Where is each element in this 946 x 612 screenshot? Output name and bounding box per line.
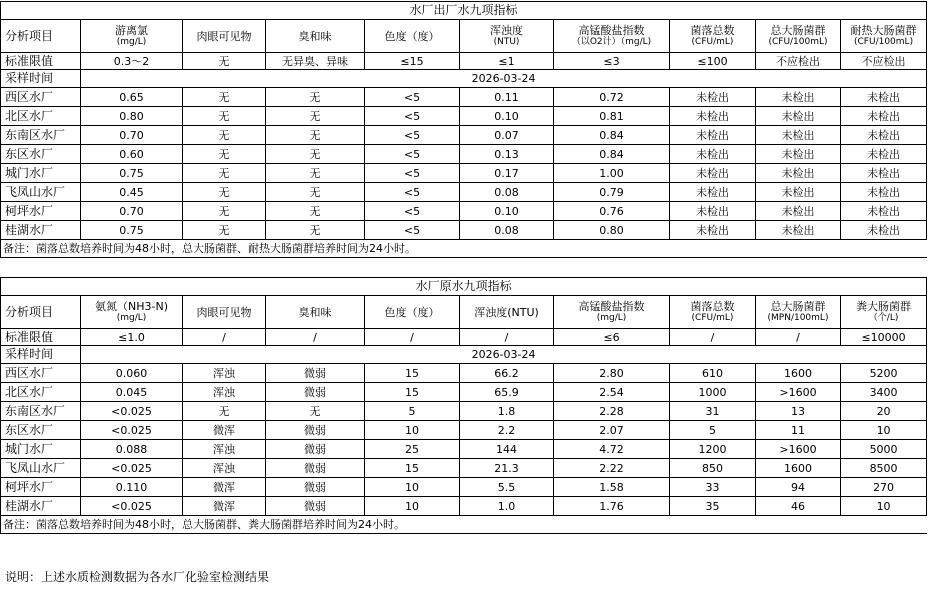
value-cell: 未检出 [670,183,756,202]
value-cell: 无 [183,126,266,145]
plant-name: 西区水厂 [1,364,81,383]
value-cell: 微弱 [266,478,365,497]
value-cell: 31 [670,402,756,421]
value-cell: >1600 [756,440,841,459]
value-cell: 10 [365,497,460,516]
value-cell: 未检出 [756,107,841,126]
value-cell: 2.07 [554,421,670,440]
limits-row [1,329,927,346]
column-header-label: 菌落总数 [690,24,735,37]
plant-name: 飞凤山水厂 [1,183,81,202]
column-header-label: 菌落总数 [690,300,735,313]
value-cell: 850 [670,459,756,478]
value-cell: 5.5 [460,478,554,497]
column-header-label: 臭和味 [298,29,332,43]
value-cell: 21.3 [460,459,554,478]
table-row [1,126,927,145]
value-cell: 无 [183,202,266,221]
value-cell: 未检出 [756,183,841,202]
sample-time-row [1,346,927,364]
plant-name: 北区水厂 [1,107,81,126]
value-cell: 未检出 [841,145,927,164]
limit-cell: 不应检出 [756,53,841,70]
value-cell: 0.76 [554,202,670,221]
row-label: 标准限值 [1,53,81,70]
value-cell: 5 [670,421,756,440]
value-cell: 微浑 [183,421,266,440]
value-cell: 0.75 [81,164,183,183]
value-cell: 无 [183,88,266,107]
value-cell: 0.84 [554,126,670,145]
column-header-unit: (CFU/100mL) [854,37,914,47]
value-cell: 未检出 [670,145,756,164]
value-cell: 未检出 [841,164,927,183]
value-cell: 浑浊 [183,364,266,383]
column-header [670,296,756,329]
sample-date: 2026-03-24 [81,346,927,364]
limits-row [1,53,927,70]
column-header [460,296,554,329]
table-row [1,364,927,383]
table-row [1,221,927,240]
value-cell: 无 [183,164,266,183]
value-cell: 25 [365,440,460,459]
value-cell: 未检出 [756,145,841,164]
value-cell: 无 [266,88,365,107]
value-cell: 无 [183,145,266,164]
value-cell: 1.58 [554,478,670,497]
plant-name: 柯坪水厂 [1,202,81,221]
header-row [1,296,927,329]
value-cell: 0.17 [460,164,554,183]
value-cell: 0.060 [81,364,183,383]
value-cell: 微弱 [266,459,365,478]
value-cell: 15 [365,459,460,478]
value-cell: 无 [183,183,266,202]
limit-cell: ≤6 [554,329,670,346]
value-cell: 144 [460,440,554,459]
column-header [554,296,670,329]
value-cell: 无 [266,183,365,202]
table-row [1,88,927,107]
column-header [670,20,756,53]
value-cell: <0.025 [81,497,183,516]
column-header-label: 总大肠菌群 [770,24,826,37]
table-row [1,383,927,402]
row-label: 采样时间 [1,346,81,364]
limit-cell: / [670,329,756,346]
value-cell: 0.07 [460,126,554,145]
value-cell: 0.045 [81,383,183,402]
value-cell: 8500 [841,459,927,478]
plant-name: 东南区水厂 [1,126,81,145]
value-cell: 无 [266,164,365,183]
column-header-label: 分析项目 [5,304,54,319]
sample-time-row [1,70,927,88]
column-header-label: 高锰酸盐指数 [578,24,645,37]
value-cell: 1.00 [554,164,670,183]
value-cell: 13 [756,402,841,421]
column-header-unit: (CFU/100mL) [768,37,828,47]
value-cell: 3400 [841,383,927,402]
table-row [1,421,927,440]
column-header-label: 浑浊度(NTU) [474,305,539,319]
value-cell: 610 [670,364,756,383]
header-row [1,20,927,53]
value-cell: <5 [365,107,460,126]
column-header-label: 粪大肠菌群 [856,300,912,313]
finished-water-table [0,1,927,258]
value-cell: 0.65 [81,88,183,107]
value-cell: 0.110 [81,478,183,497]
limit-cell: ≤1 [460,53,554,70]
value-cell: 未检出 [841,107,927,126]
limit-cell: ≤1.0 [81,329,183,346]
value-cell: <0.025 [81,459,183,478]
value-cell: 无 [183,221,266,240]
column-header [756,20,841,53]
value-cell: 15 [365,383,460,402]
table-note: 备注：菌落总数培养时间为48小时，总大肠菌群、粪大肠菌群培养时间为24小时。 [1,516,927,534]
column-header [460,20,554,53]
value-cell: 浑浊 [183,383,266,402]
column-header-label: 色度（度） [384,305,440,319]
value-cell: 浑浊 [183,440,266,459]
value-cell: 微浑 [183,497,266,516]
row-label: 采样时间 [1,70,81,88]
value-cell: 2.2 [460,421,554,440]
value-cell: <5 [365,221,460,240]
table-row [1,107,927,126]
value-cell: 0.80 [554,221,670,240]
plant-name: 西区水厂 [1,88,81,107]
table-row [1,164,927,183]
sample-date: 2026-03-24 [81,70,927,88]
table-row [1,497,927,516]
plant-name: 北区水厂 [1,383,81,402]
value-cell: 0.72 [554,88,670,107]
value-cell: 无 [266,107,365,126]
column-header [81,20,183,53]
column-header-label: 氨氮（NH3-N) [95,300,168,313]
value-cell: 未检出 [841,221,927,240]
column-header [841,296,927,329]
value-cell: 10 [841,497,927,516]
value-cell: 35 [670,497,756,516]
table-row [1,478,927,497]
value-cell: <5 [365,202,460,221]
limit-cell: 不应检出 [841,53,927,70]
column-header-label: 肉眼可见物 [196,29,252,43]
value-cell: 未检出 [670,164,756,183]
value-cell: 微弱 [266,440,365,459]
value-cell: 0.70 [81,202,183,221]
value-cell: 未检出 [670,202,756,221]
limit-cell: / [756,329,841,346]
limit-cell: 0.3～2 [81,53,183,70]
value-cell: 1.76 [554,497,670,516]
plant-name: 东区水厂 [1,421,81,440]
value-cell: <5 [365,145,460,164]
column-header [756,296,841,329]
value-cell: 0.70 [81,126,183,145]
limit-cell: ≤15 [365,53,460,70]
value-cell: 未检出 [841,202,927,221]
plant-name: 东南区水厂 [1,402,81,421]
value-cell: <0.025 [81,421,183,440]
table-row [1,402,927,421]
column-header [1,20,81,53]
table-title: 水厂出厂水九项指标 [1,2,927,20]
value-cell: 5 [365,402,460,421]
value-cell: 270 [841,478,927,497]
column-header-label: 总大肠菌群 [770,300,826,313]
limit-cell: / [365,329,460,346]
column-header [365,20,460,53]
column-header [1,296,81,329]
value-cell: 0.84 [554,145,670,164]
value-cell: 1600 [756,364,841,383]
column-header-unit: (mg/L) [116,313,147,323]
column-header-label: 肉眼可见物 [196,305,252,319]
value-cell: 10 [841,421,927,440]
value-cell: 66.2 [460,364,554,383]
value-cell: 未检出 [756,202,841,221]
limit-cell: / [460,329,554,346]
value-cell: 未检出 [670,221,756,240]
value-cell: 1600 [756,459,841,478]
value-cell: 5200 [841,364,927,383]
limit-cell: ≤3 [554,53,670,70]
column-header-label: 游离氯 [115,24,148,37]
plant-name: 桂湖水厂 [1,221,81,240]
value-cell: 未检出 [756,164,841,183]
value-cell: 11 [756,421,841,440]
value-cell: 0.11 [460,88,554,107]
table-row [1,440,927,459]
value-cell: 0.10 [460,202,554,221]
value-cell: 未检出 [841,88,927,107]
column-header-unit: (MPN/100mL) [767,313,829,323]
plant-name: 城门水厂 [1,164,81,183]
limit-cell: / [266,329,365,346]
value-cell: 10 [365,421,460,440]
value-cell: 46 [756,497,841,516]
column-header-unit: (CFU/mL) [691,313,734,323]
column-header-label: 分析项目 [5,28,54,43]
value-cell: 65.9 [460,383,554,402]
value-cell: 1000 [670,383,756,402]
column-header [266,296,365,329]
note-row [1,516,927,534]
value-cell: 浑浊 [183,459,266,478]
title-row [1,2,927,20]
value-cell: 0.08 [460,183,554,202]
value-cell: 1.0 [460,497,554,516]
value-cell: 无 [266,145,365,164]
column-header-unit: (CFU/mL) [691,37,734,47]
value-cell: 微弱 [266,383,365,402]
value-cell: 0.81 [554,107,670,126]
value-cell: >1600 [756,383,841,402]
limit-cell: ≤100 [670,53,756,70]
value-cell: 未检出 [756,88,841,107]
value-cell: 微弱 [266,421,365,440]
limit-cell: 无异臭、异味 [266,53,365,70]
footnote: 说明：上述水质检测数据为各水厂化验室检测结果 [5,570,270,584]
plant-name: 东区水厂 [1,145,81,164]
raw-water-table [0,277,927,534]
value-cell: 无 [183,402,266,421]
value-cell: 2.28 [554,402,670,421]
plant-name: 柯坪水厂 [1,478,81,497]
table-row [1,183,927,202]
plant-name: 桂湖水厂 [1,497,81,516]
value-cell: 无 [266,202,365,221]
column-header-unit: （个/L) [868,313,899,323]
value-cell: <5 [365,164,460,183]
value-cell: 15 [365,364,460,383]
value-cell: 2.22 [554,459,670,478]
column-header-label: 浑浊度 [490,24,523,37]
note-row [1,240,927,258]
column-header-unit: （以O2计）（mg/L) [571,37,652,47]
value-cell: 1.8 [460,402,554,421]
value-cell: 微浑 [183,478,266,497]
value-cell: 0.10 [460,107,554,126]
value-cell: 2.80 [554,364,670,383]
value-cell: 0.80 [81,107,183,126]
value-cell: 94 [756,478,841,497]
column-header [183,296,266,329]
value-cell: 无 [266,221,365,240]
value-cell: <5 [365,88,460,107]
value-cell: 无 [266,126,365,145]
value-cell: 4.72 [554,440,670,459]
value-cell: 无 [183,107,266,126]
value-cell: 未检出 [841,126,927,145]
table-row [1,459,927,478]
table-title: 水厂原水九项指标 [1,278,927,296]
column-header-unit: (mg/L) [596,313,627,323]
limit-cell: 无 [183,53,266,70]
value-cell: <5 [365,126,460,145]
table-row [1,145,927,164]
row-label: 标准限值 [1,329,81,346]
limit-cell: ≤10000 [841,329,927,346]
value-cell: 未检出 [670,88,756,107]
column-header-label: 高锰酸盐指数 [578,300,645,313]
limit-cell: / [183,329,266,346]
value-cell: 2.54 [554,383,670,402]
value-cell: 0.13 [460,145,554,164]
value-cell: 0.75 [81,221,183,240]
value-cell: 0.79 [554,183,670,202]
value-cell: 未检出 [756,126,841,145]
value-cell: 1200 [670,440,756,459]
value-cell: 未检出 [756,221,841,240]
value-cell: 无 [266,402,365,421]
column-header [554,20,670,53]
column-header-unit: (NTU) [493,37,520,47]
value-cell: 未检出 [670,107,756,126]
value-cell: 0.08 [460,221,554,240]
value-cell: <0.025 [81,402,183,421]
value-cell: 33 [670,478,756,497]
column-header-label: 色度（度） [384,29,440,43]
column-header-unit: (mg/L) [116,37,147,47]
column-header-label: 耐热大肠菌群 [850,24,917,37]
title-row [1,278,927,296]
value-cell: 20 [841,402,927,421]
value-cell: 0.60 [81,145,183,164]
value-cell: 0.088 [81,440,183,459]
column-header [81,296,183,329]
table-row [1,202,927,221]
table-note: 备注：菌落总数培养时间为48小时，总大肠菌群、耐热大肠菌群培养时间为24小时。 [1,240,927,258]
value-cell: 未检出 [670,126,756,145]
column-header [365,296,460,329]
column-header [266,20,365,53]
column-header-label: 臭和味 [298,305,332,319]
value-cell: 微弱 [266,364,365,383]
value-cell: 未检出 [841,183,927,202]
column-header [841,20,927,53]
column-header [183,20,266,53]
value-cell: 0.45 [81,183,183,202]
plant-name: 飞凤山水厂 [1,459,81,478]
value-cell: 10 [365,478,460,497]
value-cell: <5 [365,183,460,202]
value-cell: 5000 [841,440,927,459]
value-cell: 微弱 [266,497,365,516]
plant-name: 城门水厂 [1,440,81,459]
